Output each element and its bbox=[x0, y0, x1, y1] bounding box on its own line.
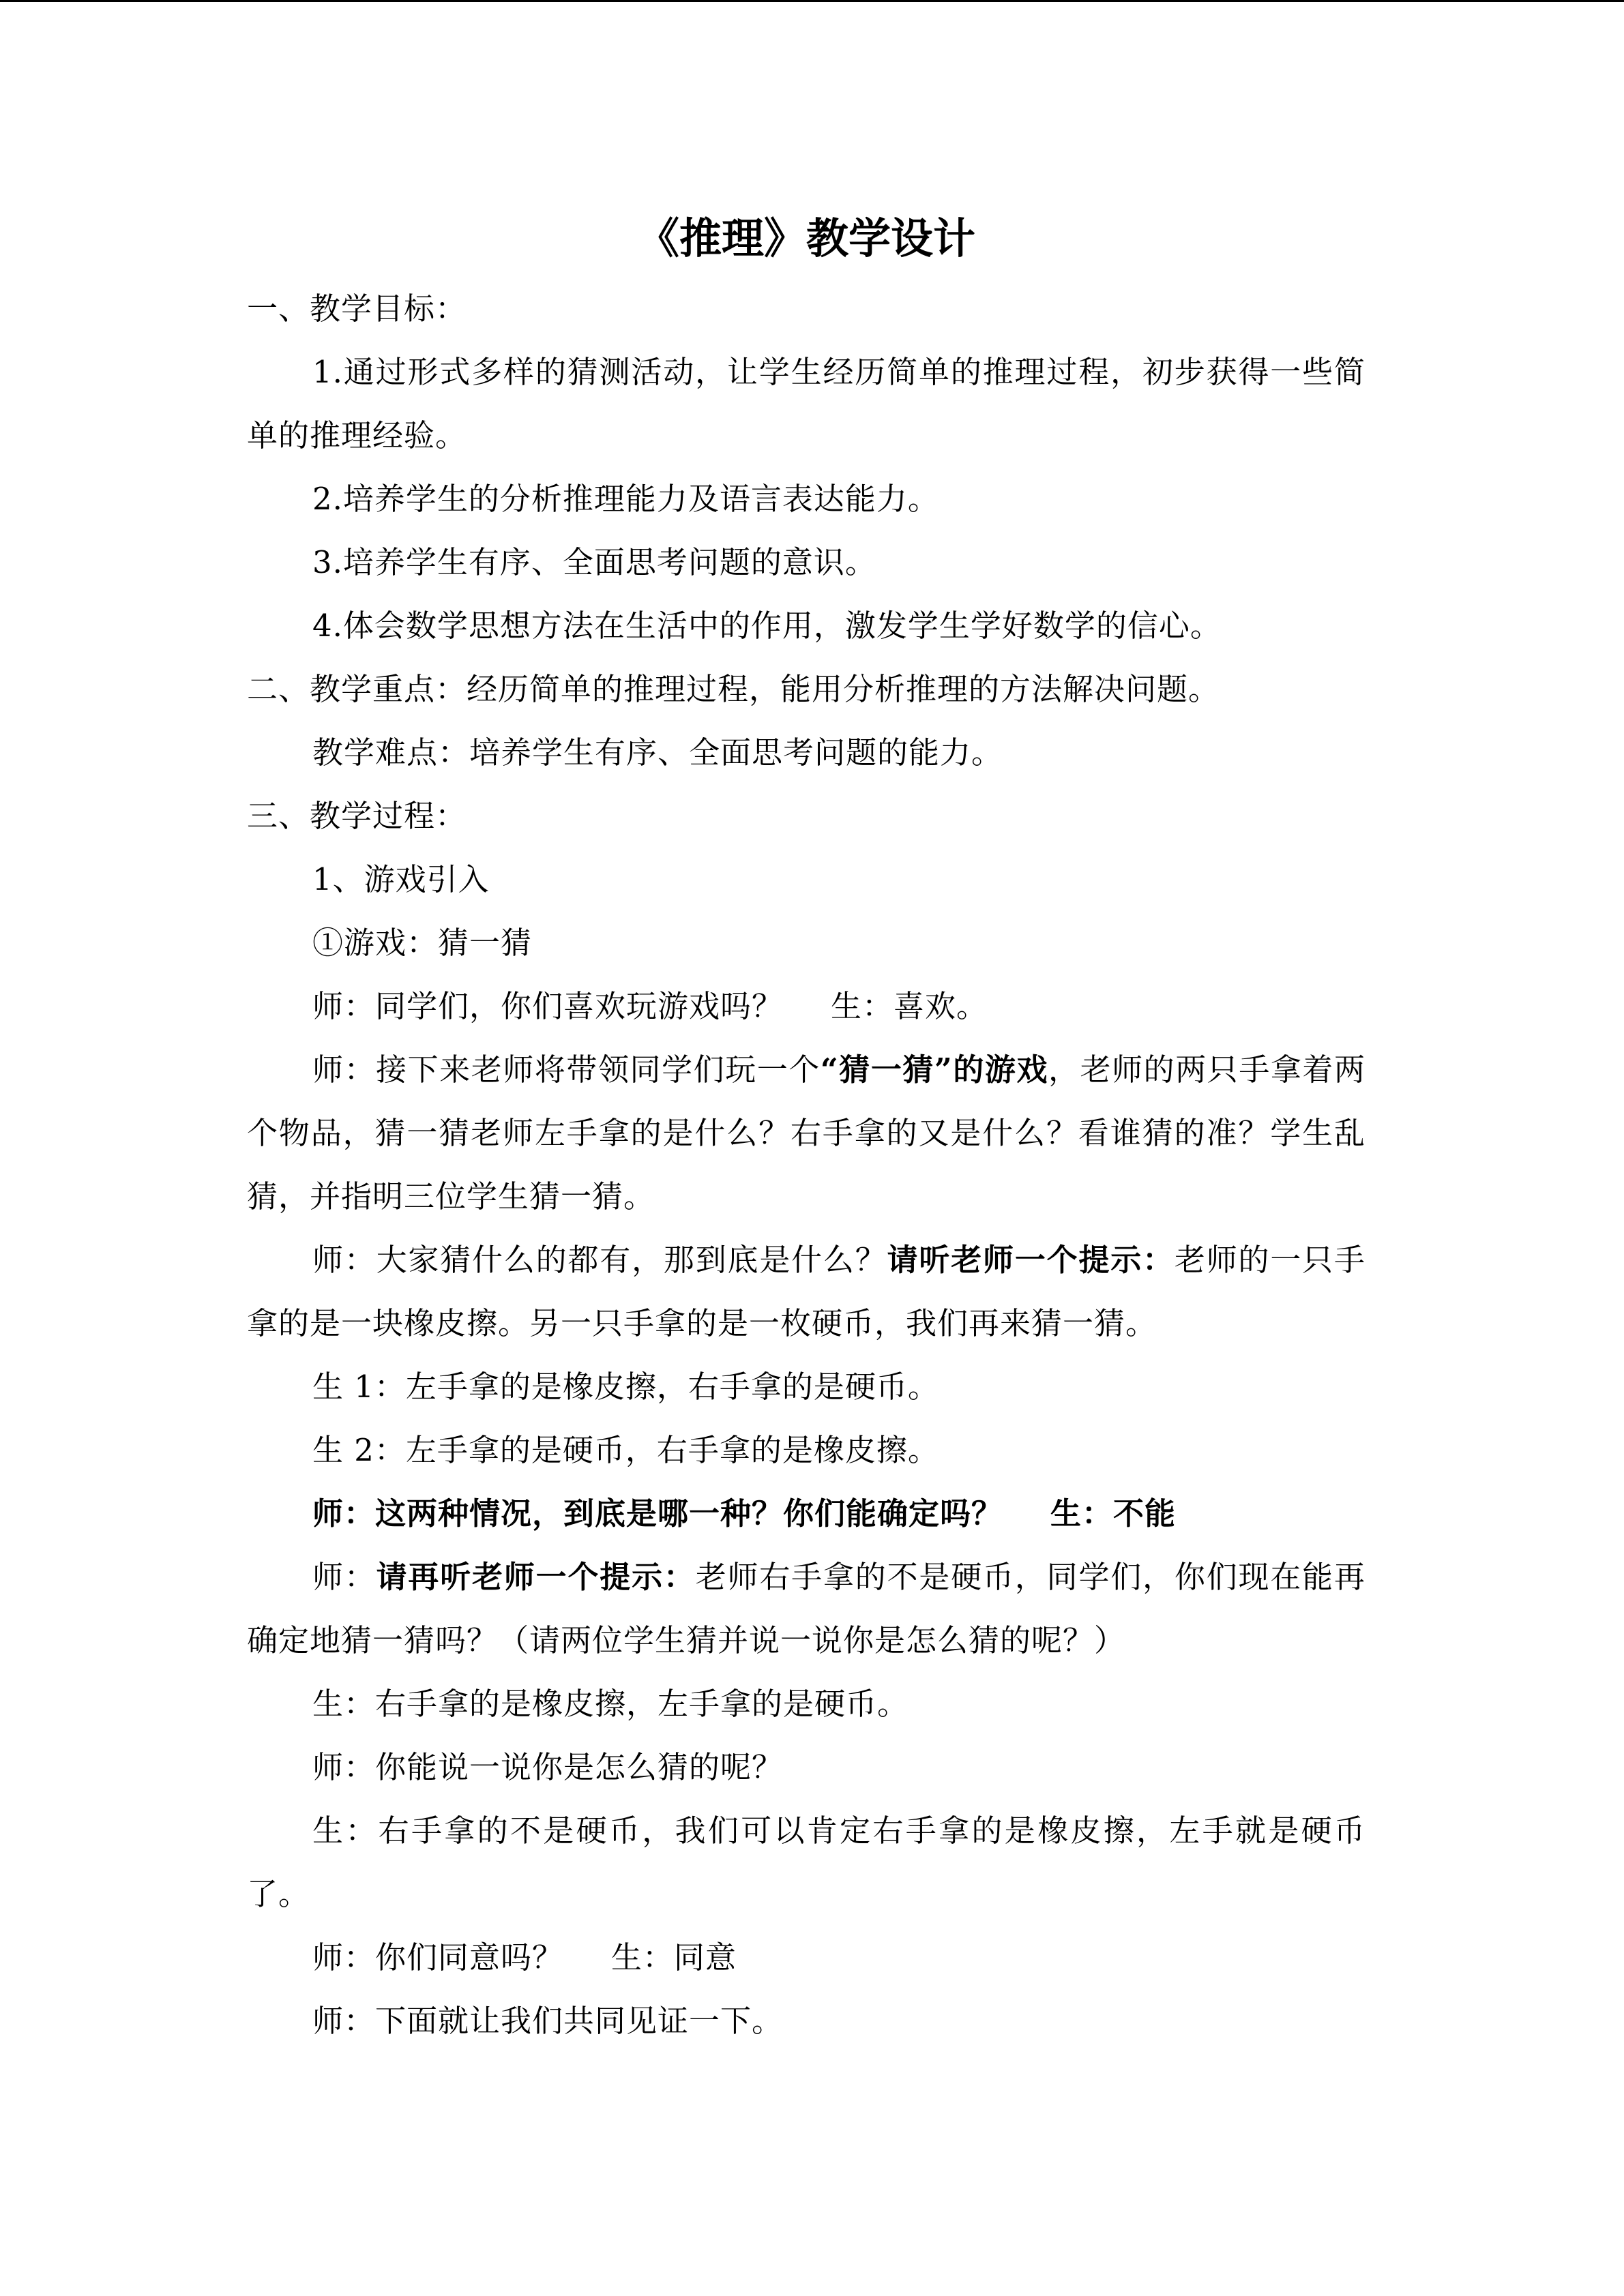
dialog-line bbox=[247, 1926, 1365, 1989]
student-guess-2: 生 2：左手拿的是硬币，右手拿的是橡皮擦。 bbox=[312, 1432, 939, 1468]
teaching-difficulty: 教学难点：培养学生有序、全面思考问题的能力。 bbox=[312, 734, 1003, 771]
student-guess-1: 生 1：左手拿的是橡皮擦，右手拿的是硬币。 bbox=[312, 1369, 939, 1405]
step-game-intro: 1、游戏引入 bbox=[312, 861, 490, 897]
bold-phrase: “猜一猜”的游戏 bbox=[820, 1052, 1049, 1088]
paragraph-text: 老师右手拿的不是硬币，同学们，你们现在能再确定地猜一猜吗？（请两位学生猜并说一说你是怎么猜的呢？） bbox=[247, 1559, 1365, 1658]
paragraph-game-explanation bbox=[247, 1038, 1365, 1228]
game-guess: ①游戏：猜一猜 bbox=[312, 925, 533, 961]
section-heading-process: 三、教学过程： bbox=[247, 798, 467, 834]
objective-item-4: 4.体会数学思想方法在生活中的作用，激发学生学好数学的信心。 bbox=[312, 608, 1222, 644]
objective-item-3: 3.培养学生有序、全面思考问题的意识。 bbox=[312, 544, 876, 580]
student-answer: 生：不能 bbox=[1050, 1495, 1177, 1532]
paragraph-first-hint bbox=[247, 1228, 1365, 1355]
paragraph-text: 师：接下来老师将带领同学们玩一个 bbox=[312, 1052, 821, 1088]
page-top-border bbox=[0, 0, 1624, 2]
dialog-line-bold bbox=[247, 1482, 1365, 1545]
bold-phrase: 请听老师一个提示： bbox=[887, 1242, 1175, 1278]
student-explanation: 生：右手拿的不是硬币，我们可以肯定右手拿的是橡皮擦，左手就是硬币了。 bbox=[247, 1813, 1365, 1912]
paragraph-text: 师：大家猜什么的都有，那到底是什么？ bbox=[312, 1242, 887, 1278]
teacher-question: 师：同学们，你们喜欢玩游戏吗？ bbox=[312, 988, 784, 1024]
objective-item-1: 1.通过形式多样的猜测活动，让学生经历简单的推理过程，初步获得一些简单的推理经验。 bbox=[247, 354, 1365, 453]
paragraph-text: 师： bbox=[312, 1559, 377, 1595]
objective-item-2: 2.培养学生的分析推理能力及语言表达能力。 bbox=[312, 481, 939, 517]
student-answer-line: 生：右手拿的是橡皮擦，左手拿的是硬币。 bbox=[312, 1686, 909, 1722]
student-answer: 生：喜欢。 bbox=[831, 988, 988, 1024]
document-body bbox=[247, 205, 1365, 2053]
teacher-ask-line: 师：你能说一说你是怎么猜的呢？ bbox=[312, 1749, 784, 1785]
section-heading-key-points: 二、教学重点：经历简单的推理过程，能用分析推理的方法解决问题。 bbox=[247, 671, 1220, 707]
dialog-line bbox=[247, 974, 1365, 1038]
paragraph-text: 老师的一只手拿的是一块橡皮擦。另一只手拿的是一枚硬币，我们再来猜一猜。 bbox=[247, 1242, 1365, 1341]
student-answer: 生：同意 bbox=[611, 1939, 737, 1976]
bold-phrase: 请再听老师一个提示： bbox=[376, 1559, 696, 1595]
teacher-question: 师：你们同意吗？ bbox=[312, 1939, 564, 1976]
paragraph-second-hint bbox=[247, 1545, 1365, 1672]
section-heading-objectives: 一、教学目标： bbox=[247, 290, 467, 327]
document-title: 《推理》教学设计 bbox=[636, 213, 975, 263]
paragraph-text: ，老师的两只手拿着两个物品，猜一猜老师左手拿的是什么？右手拿的又是什么？看谁猜的准？学生乱猜，并指明三位学生猜一猜。 bbox=[247, 1052, 1365, 1214]
teacher-question: 师：这两种情况，到底是哪一种？你们能确定吗？ bbox=[312, 1495, 1003, 1532]
closing-line: 师：下面就让我们共同见证一下。 bbox=[312, 2003, 784, 2039]
